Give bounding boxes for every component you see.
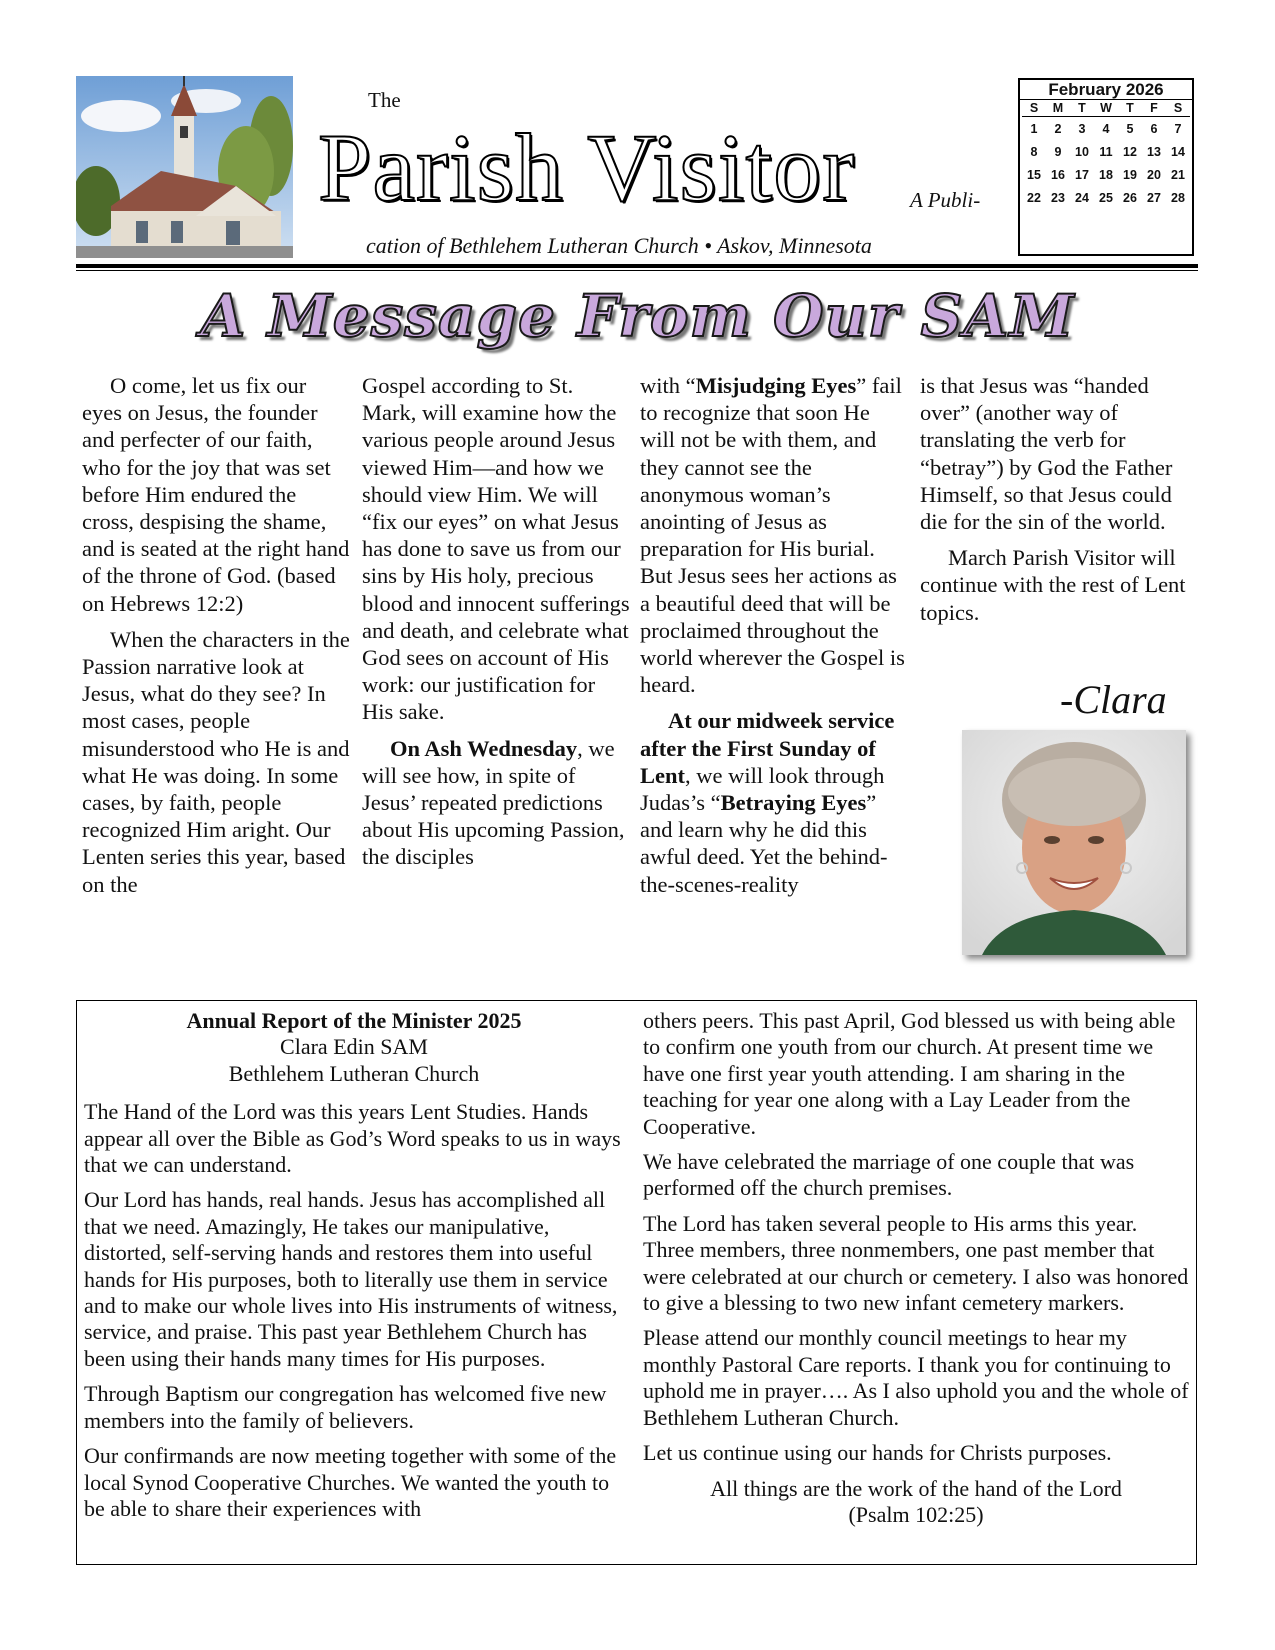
report-paragraph: others peers. This past April, God blessed us with being able to confirm one youth from our church. At present time we have one first year youth attending. I am sharing in the teaching for year one along with a Lay Leader from the Cooperative. [643, 1008, 1176, 1139]
calendar-date: 3 [1078, 122, 1086, 136]
article-text: ” and learn why he did this awful deed. Yet the behind-the-scenes-reality [640, 790, 888, 897]
calendar-date: 17 [1075, 168, 1089, 182]
calendar-date: 4 [1102, 122, 1110, 136]
calendar-date: 20 [1147, 168, 1161, 182]
calendar-date: 23 [1051, 191, 1065, 205]
calendar-date: 16 [1051, 168, 1065, 182]
calendar-date: 11 [1099, 145, 1113, 159]
annual-report-title: Annual Report of the Minister 2025 [186, 1008, 522, 1033]
church-photo [76, 76, 293, 258]
annual-report-column-2 [643, 1008, 1189, 1528]
article-paragraph: Gospel according to St. Mark, will examine how the various people around Jesus viewed Him—and how we should view Him. We will “fix our eyes” on what Jesus has done to save us from our sins by His holy, precious blood and innocent sufferings and death, and celebrate what God sees on account of His work: our justification for His sake. [362, 373, 630, 725]
calendar-day-header: M [1046, 100, 1070, 117]
midweek-service-bold: At our midweek service after the First Sunday of Lent [640, 708, 895, 788]
calendar-date: 18 [1099, 168, 1113, 182]
article-headline: A Message From Our SAM [200, 282, 1075, 350]
report-paragraph: The Lord has taken several people to His arms this year. Three members, three nonmembers, one past member that were celebrated at our church or cemetery. I also was honored to give a blessing to two new infant cemetery markers. [643, 1210, 1189, 1316]
report-closing-citation: (Psalm 102:25) [848, 1501, 984, 1527]
report-paragraph: The Hand of the Lord was this years Lent Studies. Hands appear all over the Bible as God’s Word speaks to us in ways that we can understand. [84, 1099, 621, 1178]
calendar-day-header: S [1166, 100, 1190, 117]
annual-report-column-1 [84, 1008, 624, 1531]
article-paragraph: March Parish Visitor will continue with the rest of Lent topics. [920, 545, 1186, 625]
calendar-date: 19 [1123, 168, 1137, 182]
betraying-eyes-bold: Betraying Eyes [720, 790, 867, 816]
calendar [1018, 78, 1194, 256]
calendar-date: 28 [1171, 191, 1185, 205]
article-paragraph [362, 735, 630, 871]
calendar-date: 15 [1027, 168, 1041, 182]
article-column-4 [920, 372, 1188, 635]
report-paragraph: Let us continue using our hands for Christs purposes. [643, 1440, 1112, 1466]
article-paragraph [640, 707, 910, 897]
ash-wednesday-bold: On Ash Wednesday [390, 735, 578, 761]
article-text: , we will see how, in spite of Jesus’ repeated predictions about His upcoming Passion, the disciples [362, 735, 625, 870]
article-paragraph [640, 372, 910, 698]
calendar-day-header: W [1094, 100, 1118, 117]
article-column-1 [82, 372, 350, 907]
report-paragraph: We have celebrated the marriage of one couple that was performed off the church premises. [643, 1149, 1135, 1201]
article-text: ” fail to recognize that soon He will not be with them, and they cannot see the anonymous woman’s anointing of Jesus as preparation for His burial. But Jesus sees her actions as a beautiful deed that will be proclaimed throughout the world wherever the Gospel is heard. [640, 373, 905, 698]
signature: -Clara [1060, 677, 1167, 722]
author-photo [962, 730, 1186, 955]
report-paragraph: Through Baptism our congregation has welcomed five new members into the family of believers. [84, 1381, 607, 1433]
article-column-2 [362, 372, 630, 880]
header-rule-thin [76, 270, 1198, 271]
calendar-date: 26 [1123, 191, 1137, 205]
calendar-date: 21 [1171, 168, 1185, 182]
article-text: with “ [640, 373, 696, 398]
calendar-day-header: T [1070, 100, 1094, 117]
masthead-the: The [368, 88, 401, 112]
calendar-date: 10 [1075, 145, 1089, 159]
article-paragraph: When the characters in the Passion narrative look at Jesus, what do they see? In most cases, people misunderstood who He is and what He was doing. In some cases, by faith, people recognized Him aright. Our Lenten series this year, based on the [82, 626, 350, 897]
calendar-date: 2 [1054, 122, 1062, 136]
calendar-date: 27 [1147, 191, 1161, 205]
calendar-date: 7 [1174, 122, 1182, 136]
calendar-date: 24 [1075, 191, 1089, 205]
misjudging-eyes-bold: Misjudging Eyes [695, 373, 857, 398]
article-column-3 [640, 372, 910, 907]
calendar-title: February 2026 [1020, 80, 1192, 100]
report-closing-verse: All things are the work of the hand of the Lord [710, 1475, 1122, 1501]
calendar-date: 9 [1054, 145, 1062, 159]
calendar-grid [1020, 100, 1192, 210]
masthead-title: Parish Visitor [318, 114, 856, 221]
calendar-date: 22 [1027, 191, 1041, 205]
header-rule [76, 264, 1198, 268]
calendar-date: 6 [1150, 122, 1158, 136]
calendar-date: 14 [1171, 145, 1185, 159]
article-paragraph: O come, let us fix our eyes on Jesus, the founder and perfecter of our faith, who for the joy that was set before Him endured the cross, despising the shame, and is seated at the right hand of the throne of God. (based on Hebrews 12:2) [82, 373, 350, 616]
report-paragraph: Our Lord has hands, real hands. Jesus has accomplished all that we need. Amazingly, He takes our manipulative, distorted, self-serving hands and restores them into useful hands for His purposes, both to literally use them in service and to make our whole lives into His instruments of witness, service, and praise. This past year Bethlehem Church has been using their hands many times for His purposes. [84, 1187, 618, 1371]
calendar-date: 5 [1126, 122, 1134, 136]
article-text: , we will look through Judas’s “ [640, 762, 885, 816]
report-paragraph: Our confirmands are now meeting together with some of the local Synod Cooperative Churches. We wanted the youth to be able to share their experiences with [84, 1443, 617, 1521]
publication-line-b: cation of Bethlehem Lutheran Church • Askov, Minnesota [366, 233, 872, 258]
article-paragraph: is that Jesus was “handed over” (another way of translating the verb for “betray”) by God the Father Himself, so that Jesus could die for the sin of the world. [920, 373, 1173, 535]
annual-report-church: Bethlehem Lutheran Church [228, 1060, 480, 1086]
calendar-date: 8 [1030, 145, 1038, 159]
annual-report-author: Clara Edin SAM [280, 1034, 428, 1060]
publication-line-a: A Publi- [910, 188, 981, 212]
calendar-day-header: T [1118, 100, 1142, 117]
calendar-date: 12 [1123, 145, 1137, 159]
calendar-date: 1 [1030, 122, 1038, 136]
calendar-date: 13 [1147, 145, 1161, 159]
report-paragraph: Please attend our monthly council meetings to hear my monthly Pastoral Care reports. I thank you for continuing to uphold me in prayer…. As I also uphold you and the whole of Bethlehem Lutheran Church. [643, 1325, 1189, 1430]
calendar-date: 25 [1099, 191, 1113, 205]
calendar-day-header: S [1022, 100, 1046, 117]
calendar-day-header: F [1142, 100, 1166, 117]
